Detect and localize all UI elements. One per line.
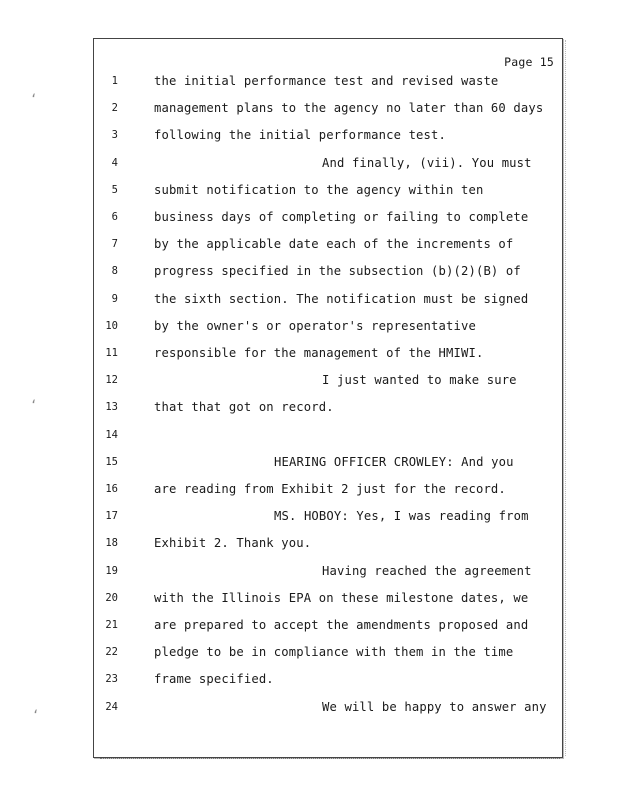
line-number: 15 [105,455,118,468]
transcript-line [94,697,562,717]
transcript-line [94,98,562,118]
transcript-line [94,153,562,173]
bottom-rule [100,758,560,759]
line-text: progress specified in the subsection (b)(2)(B) of [154,264,521,279]
line-text: by the owner's or operator's representative [154,318,476,333]
transcript-line [94,316,562,336]
transcript-line [94,234,562,254]
right-margin-rule [565,40,566,756]
line-number: 21 [105,619,118,631]
line-text: by the applicable date each of the increments of [154,237,514,252]
transcript-page-frame [93,38,563,758]
line-number: 16 [105,483,118,495]
line-text: pledge to be in compliance with them in the time [154,645,514,660]
transcript-line [94,615,562,635]
transcript-line [94,506,562,526]
line-number: 7 [111,238,118,251]
transcript-line [94,289,562,309]
line-text: the initial performance test and revised waste [154,74,499,88]
line-text: are reading from Exhibit 2 just for the record. [154,482,506,496]
line-number: 13 [105,401,118,414]
line-number: 14 [105,428,118,441]
line-text: following the initial performance test. [154,128,447,143]
transcript-line [94,452,562,472]
line-number: 19 [105,564,118,577]
transcript-line [94,588,562,608]
line-number: 18 [105,537,118,550]
margin-mark: ‘ [30,92,38,106]
line-text: are prepared to accept the amendments proposed and [154,618,529,632]
transcript-line [94,370,562,390]
line-number: 4 [111,156,118,169]
line-number: 5 [111,183,118,196]
transcript-line [94,425,562,445]
line-text: with the Illinois EPA on these milestone dates, we [154,590,529,605]
margin-mark: ‘ [32,708,40,722]
transcript-line [94,479,562,499]
transcript-line [94,642,562,662]
line-number: 1 [111,75,118,87]
line-text: business days of completing or failing to complete [154,210,529,224]
transcript-line [94,561,562,581]
line-number: 12 [105,374,118,387]
line-text: We will be happy to answer any [322,699,547,714]
line-text: management plans to the agency no later than 60 days [154,101,544,116]
transcript-line [94,180,562,200]
line-number: 23 [105,673,118,686]
line-text: MS. HOBOY: Yes, I was reading from [274,509,529,524]
line-number: 9 [111,292,118,305]
transcript-line [94,125,562,145]
transcript-line [94,343,562,363]
transcript-line [94,397,562,417]
line-text: submit notification to the agency within ten [154,182,484,197]
line-text: I just wanted to make sure [322,373,517,388]
transcript-line [94,261,562,281]
transcript-line [94,71,562,91]
line-text: Having reached the agreement [322,563,532,578]
line-number: 24 [105,700,118,713]
line-text: frame specified. [154,672,274,687]
margin-mark: ‘ [30,398,38,412]
line-number: 20 [105,591,118,604]
line-text: that that got on record. [154,400,334,415]
page-number: Page 15 [504,55,554,69]
line-text: Exhibit 2. Thank you. [154,536,312,551]
line-number: 3 [111,129,118,142]
line-text: And finally, (vii). You must [322,155,532,170]
line-number: 22 [105,646,118,659]
line-text: responsible for the management of the HMIWI. [154,346,484,360]
transcript-line [94,669,562,689]
transcript-line [94,533,562,553]
line-text: HEARING OFFICER CROWLEY: And you [274,454,514,469]
transcript-line [94,207,562,227]
line-number: 17 [105,510,118,523]
line-number: 2 [111,102,118,115]
line-number: 10 [105,319,118,332]
line-number: 6 [111,211,118,223]
line-number: 11 [105,347,118,359]
line-text: the sixth section. The notification must be signed [154,291,529,306]
line-number: 8 [111,265,118,278]
